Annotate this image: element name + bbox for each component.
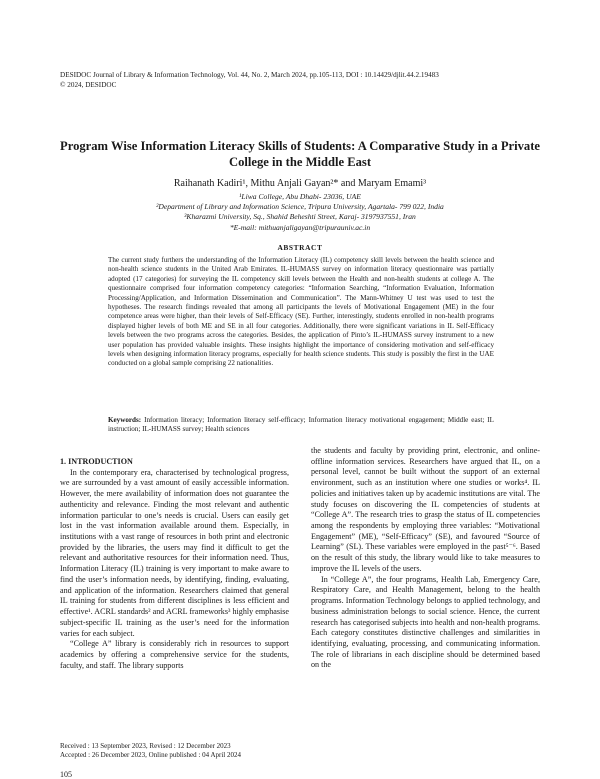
paragraph: In the contemporary era, characterised by technological progress, we are surrounded by a vast amount of easily accessible information. However, the mere availability of information does not guarantee the authenticity and relevance. Finding the most relevant and authentic information particular to one’s needs is crucial. Users can easily get lost in the vast information available around them. Especially, in institutions with a vast range of resources in both print and electronic provided by the libraries, the users may find it difficult to get the relevant and authoritative resources for their information need. Thus, Information Literacy (IL) training is very important to make aware to find the user’s information needs, by identifying, finding, evaluating, and application of the information. Researchers claimed that general IL training for students from different disciplines is less efficient and effective¹. ACRL standards² and ACRL frameworks³ highly emphasise subject-specific IL training as the user’s need for the information varies for each subject. — [60, 467, 289, 638]
paragraph: In “College A”, the four programs, Health Lab, Emergency Care, Respiratory Care, and Health Management, belong to the health programs. Information Technology belongs to applied technology, and business administration belongs to social science. Hence, the current research has categorised subjects into health and non-health programs. Each category constitutes distinctive challenges and similarities in identifying, evaluating, processing, and communicating information. The role of librarians in each discipline should be determined based on the — [311, 574, 540, 670]
abstract-heading: ABSTRACT — [277, 243, 323, 252]
right-column — [311, 446, 540, 671]
affiliations — [60, 192, 540, 233]
paragraph: “College A” library is considerably rich in resources to support academics by offering a comprehensive service for the students, faculty, and staff. The library supports — [60, 639, 289, 670]
accepted-published: Accepted : 26 December 2023, Online published : 04 April 2024 — [60, 751, 241, 759]
section-heading-introduction: 1. INTRODUCTION — [60, 457, 133, 466]
affiliation-3: ³Kharazmi University, Sq., Shahid Beheshti Street, Karaj- 3197937551, Iran — [184, 212, 416, 222]
paragraph: the students and faculty by providing print, electronic, and online-offline information services. Researchers have argued that IL, on a personal level, cannot be built without the support of an external environment, such as an institution where one studies or works⁴. IL policies and initiatives taken up by academic institutions are vital. The study focuses on discovering the IL competencies of students at “College A”. The research tries to grasp the status of IL competencies among the respondents by employing three variables: “Motivational Engagement” (ME), “Self-Efficacy” (SE), and favoured “Source of Learning” (SL). These variables were employed in the past⁵⁻⁶. Based on the result of this study, the library would like to take measures to improve the IL levels of the users. — [311, 446, 540, 573]
journal-header — [60, 70, 540, 90]
keywords — [108, 416, 494, 435]
corresponding-email: *E-mail: mithuanjaligayan@tripurauniv.ac.in — [229, 222, 371, 232]
paper-title: Program Wise Information Literacy Skills of Students: A Comparative Study in a Private College in the Middle East — [60, 139, 540, 169]
author-list: Raihanath Kadiri¹, Mithu Anjali Gayan²* and Maryam Emami³ — [173, 178, 427, 189]
affiliation-1: ¹Liwa College, Abu Dhabi- 23036, UAE — [239, 192, 361, 201]
keywords-text: Information literacy; Information literacy self-efficacy; Information literacy motivational engagement; Middle east; IL instruction; IL-HUMASS survey; Health sciences — [108, 416, 494, 434]
keywords-label: Keywords: — [108, 416, 142, 424]
journal-citation: DESIDOC Journal of Library & Information Technology, Vol. 44, No. 2, March 2024, pp.105-113, DOI : 10.14429/djlit.44.2.19483 — [60, 71, 439, 79]
left-column — [60, 457, 289, 671]
affiliation-2: ²Department of Library and Information Science, Tripura University, Agartala- 799 022, India — [156, 202, 444, 212]
abstract-body: The current study furthers the understanding of the Information Literacy (IL) competency skill levels between the health science and non-health science students in the United Arab Emirates. IL-HUMASS survey on information literacy questionnaire was partially adopted (17 categories) for surveying the IL competency skill levels between the Health and non-health students at college A. The questionnaire comprised four information competency categories: “Information Searching, “Information Evaluation, Information Processing/Application, and Information Dissemination and Communication”. The Mann-Whitney U test was used to test the hypotheses. The research findings revealed that among all participants the levels of Motivational Engagement (ME) in the four competence areas were higher, than their levels of Self-Efficacy (SE). Further, interestingly, students enrolled in non-health programs displayed higher levels of both ME and SE in all four categories. Additionally, there were significant variations in IL Self-Efficacy levels between the two programs across the categories. Besides, the application of Pinto’s IL-HUMASS survey instrument to a new user population has provided valuable insights. These insights highlight the importance of considering motivation and self-efficacy levels when designing information literacy programs, especially for health science students. This study is possibly the first in the UAE conducted on a global sample comprising 22 nationalities. — [108, 256, 494, 368]
publication-dates — [60, 742, 320, 779]
received-revised: Received : 13 September 2023, Revised : 12 December 2023 — [60, 742, 231, 750]
copyright-line: © 2024, DESIDOC — [60, 81, 117, 89]
page-number: 105 — [60, 770, 72, 779]
